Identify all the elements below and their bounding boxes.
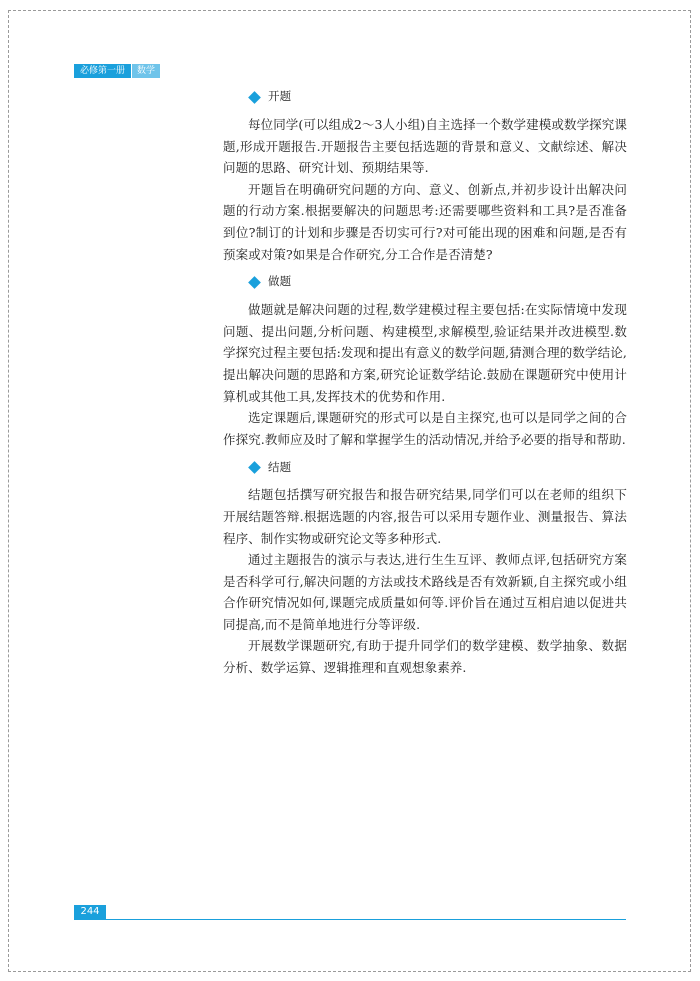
diamond-bullet-icon — [248, 461, 261, 474]
running-header — [74, 64, 160, 78]
diamond-bullet-icon — [248, 91, 261, 104]
paragraph: 做题就是解决问题的过程,数学建模过程主要包括:在实际情境中发现问题、提出问题,分析问题、构建模型,求解模型,验证结果并改进模型.数学探究过程主要包括:发现和提出有意义的数学问题,猜测合理的数学结论,提出解决问题的思路和方案,研究论证数学结论.鼓励在课题研究中使用计算机或其他工具,发挥技术的优势和作用. — [223, 302, 627, 404]
paragraph: 选定课题后,课题研究的形式可以是自主探究,也可以是同学之间的合作探究.教师应及时了解和掌握学生的活动情况,并给予必要的指导和帮助. — [223, 410, 627, 447]
section-heading — [250, 86, 627, 108]
page-footer — [74, 905, 626, 920]
main-content — [223, 86, 627, 685]
paragraph: 通过主题报告的演示与表达,进行生生互评、教师点评,包括研究方案是否科学可行,解决问题的方法或技术路线是否有效新颖,自主探究或小组合作研究情况如何,课题完成质量如何等.评价旨在通过互相启迪以促进共同提高,而不是简单地进行分等评级. — [223, 552, 627, 632]
book-label: 必修第一册 — [74, 64, 131, 78]
section-title: 结题 — [268, 459, 292, 474]
paragraph: 开展数学课题研究,有助于提升同学们的数学建模、数学抽象、数据分析、数学运算、逻辑推理和直观想象素养. — [223, 638, 627, 676]
section-title: 做题 — [268, 274, 292, 289]
section-heading — [250, 271, 627, 293]
page-number: 244 — [74, 905, 106, 919]
section-zuoti — [223, 271, 627, 450]
section-kaiti — [223, 86, 627, 265]
section-heading — [250, 456, 627, 478]
paragraph: 每位同学(可以组成2～3人小组)自主选择一个数学建模或数学探究课题,形成开题报告.开题报告主要包括选题的背景和意义、文献综述、解决问题的思路、研究计划、预期结果等. — [223, 117, 627, 176]
diamond-bullet-icon — [248, 276, 261, 289]
paragraph: 开题旨在明确研究问题的方向、意义、创新点,并初步设计出解决问题的行动方案.根据要解决的问题思考:还需要哪些资料和工具?是否准备到位?制订的计划和步骤是否切实可行?对可能出现的困难和问题,是否有预案或对策?如果是合作研究,分工合作是否清楚? — [223, 181, 627, 262]
subject-label: 数学 — [132, 64, 160, 78]
section-title: 开题 — [268, 89, 292, 104]
section-jieti — [223, 456, 627, 678]
paragraph: 结题包括撰写研究报告和报告研究结果,同学们可以在老师的组织下开展结题答辩.根据选题的内容,报告可以采用专题作业、测量报告、算法程序、制作实物或研究论文等多种形式. — [223, 487, 627, 546]
